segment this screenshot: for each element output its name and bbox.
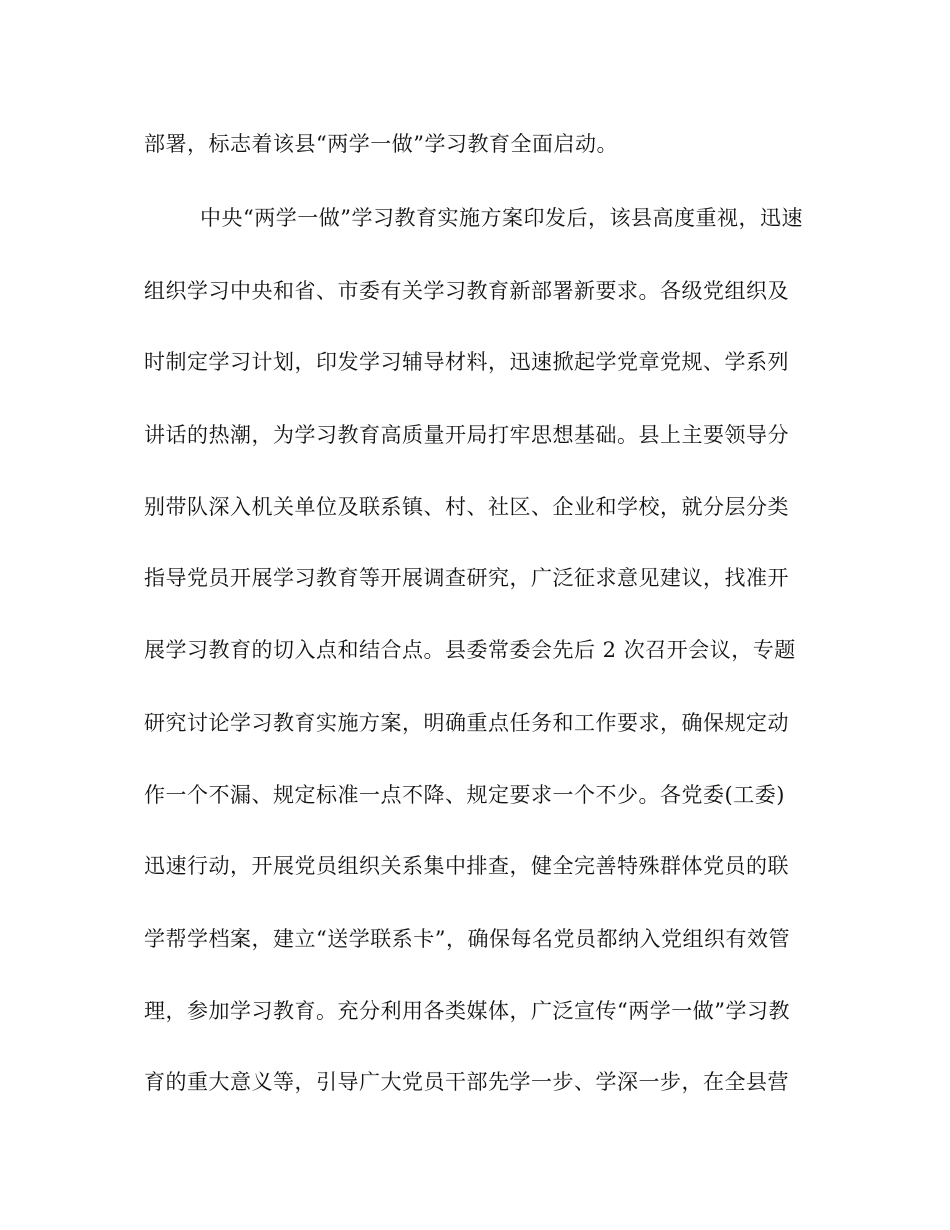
paragraph-first-line: 中央“两学一做”学习教育实施方案印发后，该县高度重视，迅速 xyxy=(200,206,803,230)
text-line: 别带队深入机关单位及联系镇、村、社区、企业和学校，就分层分类 xyxy=(144,495,789,519)
text-line: 学帮学档案，建立“送学联系卡”，确保每名党员都纳入党组织有效管 xyxy=(144,927,790,951)
text-line: 迅速行动，开展党员组织关系集中排查，健全完善特殊群体党员的联 xyxy=(144,854,789,878)
text-line: 组织学习中央和省、市委有关学习教育新部署新要求。各级党组织及 xyxy=(144,279,789,303)
text-line: 部署，标志着该县“两学一做”学习教育全面启动。 xyxy=(144,132,618,156)
text-line: 指导党员开展学习教育等开展调查研究，广泛征求意见建议，找准开 xyxy=(144,566,789,590)
text-line: 理，参加学习教育。充分利用各类媒体，广泛宣传“两学一做”学习教 xyxy=(144,999,790,1023)
text-line: 研究讨论学习教育实施方案，明确重点任务和工作要求，确保规定动 xyxy=(144,711,789,735)
text-line: 讲话的热潮，为学习教育高质量开局打牢思想基础。县上主要领导分 xyxy=(144,423,789,447)
text-line: 作一个不漏、规定标准一点不降、规定要求一个不少。各党委(工委) xyxy=(144,783,785,807)
text-line: 展学习教育的切入点和结合点。县委常委会先后 2 次召开会议，专题 xyxy=(144,638,796,662)
text-line: 时制定学习计划，印发学习辅导材料，迅速掀起学党章党规、学系列 xyxy=(144,350,789,374)
text-line: 育的重大意义等，引导广大党员干部先学一步、学深一步，在全县营 xyxy=(144,1070,789,1094)
